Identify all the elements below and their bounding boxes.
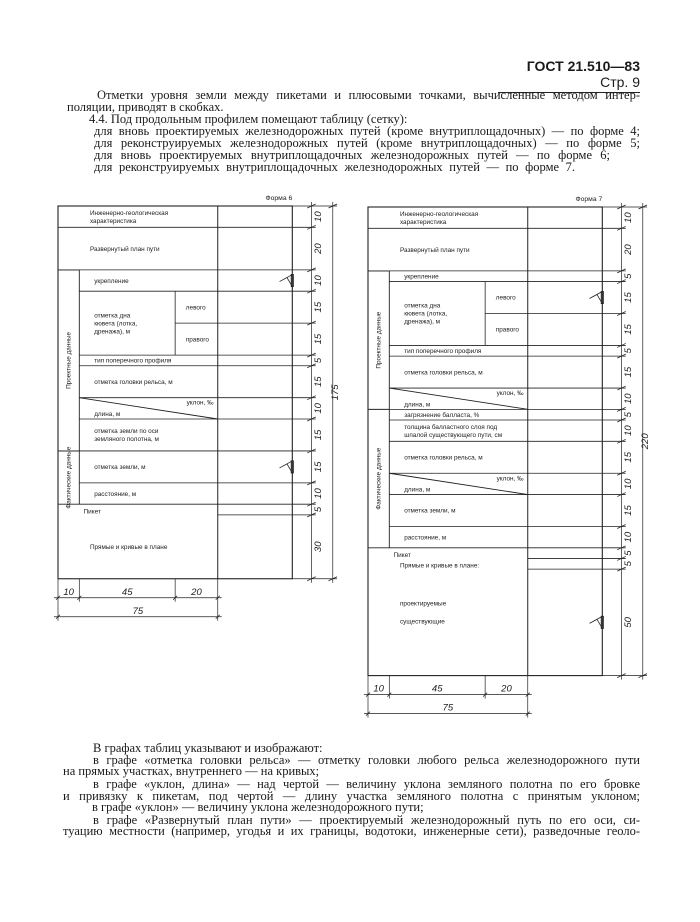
row-height-dimension: 5	[623, 412, 635, 418]
total-height-dimension: 175	[330, 384, 342, 401]
row-height-dimension: 15	[623, 292, 635, 303]
row-height-dimension: 50	[623, 617, 635, 628]
row-label: Прямые и кривые в плане	[89, 544, 168, 551]
row-sublabel: проектируемые	[399, 600, 447, 608]
row-label: характеристика	[399, 218, 447, 226]
row-label: отметка головки рельса, м	[94, 378, 173, 386]
width-dimension: 75	[442, 702, 454, 714]
row-label: расстояние, м	[404, 534, 447, 542]
row-label: тип поперечного профиля	[404, 347, 482, 355]
row-label: отметка головки рельса, м	[404, 369, 483, 377]
row-label: тип поперечного профиля	[94, 357, 172, 365]
width-dimension: 20	[191, 586, 202, 598]
form-title: Форма 6	[265, 195, 293, 202]
row-label: кювета (лотка,	[404, 310, 448, 318]
sub-row-label: правого	[495, 326, 520, 334]
text-line: поляции, приводят в скобках.	[67, 100, 224, 114]
row-height-dimension: 10	[313, 275, 325, 286]
sub-row-label: левого	[185, 304, 206, 312]
text-line: для реконструируемых внутриплощадочных железнодорожных путей — по форме 7.	[94, 160, 575, 174]
row-height-dimension: 20	[623, 244, 635, 255]
row-label: отметка головки рельса, м	[404, 454, 483, 462]
row-label: отметка земли, м	[94, 464, 146, 472]
row-sublabel: существующие	[399, 618, 445, 626]
row-height-dimension: 10	[623, 478, 635, 490]
row-height-dimension: 15	[313, 461, 325, 473]
row-height-dimension: 10	[623, 393, 635, 404]
row-height-dimension: 10	[313, 488, 325, 499]
text-line: для вновь проектируемых железнодорожных путей (кроме внутриплощадочных) — по форме 4;	[94, 124, 640, 138]
row-label: Развернутый план пути	[399, 246, 470, 254]
row-label: Инженерно-геологическая	[89, 209, 169, 217]
row-height-dimension: 10	[623, 425, 635, 436]
row-label: земляного полотна, м	[94, 436, 159, 444]
sub-row-label: левого	[495, 294, 516, 302]
row-height-dimension: 15	[313, 333, 325, 345]
row-height-dimension: 5	[313, 506, 325, 513]
row-label: отметка земли по оси	[94, 428, 159, 436]
row-height-dimension: 5	[623, 550, 635, 556]
text-line: для реконструируемых железнодорожных путей (кроме внутриплощадочных) — по форме 5;	[94, 136, 640, 150]
width-dimension: 75	[132, 605, 144, 617]
text-line: на прямых участках, внутреннего — на кривых;	[63, 764, 320, 778]
text-line: 4.4. Под продольным профилем помещают таблицу (сетку):	[89, 112, 408, 126]
row-label: укрепление	[404, 273, 439, 281]
group-label: Проектные данные	[375, 311, 383, 369]
break-mark	[590, 292, 603, 304]
text-line: В графах таблиц указывают и изображают:	[93, 741, 323, 755]
row-height-dimension: 10	[623, 531, 635, 543]
row-label: Инженерно-геологическая	[399, 210, 479, 218]
row-height-dimension: 5	[623, 561, 635, 567]
row-label: расстояние, м	[94, 490, 137, 498]
row-label: отметка дна	[404, 302, 441, 310]
length-label: длина, м	[404, 486, 431, 494]
group-label: Фактические данные	[65, 446, 73, 509]
form-title: Форма 7	[575, 196, 603, 203]
row-height-dimension: 20	[313, 243, 325, 254]
text-line: в графе «уклон» — величину уклона железнодорожного пути;	[92, 800, 424, 814]
row-label: отметка дна	[94, 312, 131, 320]
break-mark	[590, 616, 603, 628]
sub-row-label: правого	[185, 336, 210, 344]
width-dimension: 20	[501, 683, 512, 695]
row-height-dimension: 5	[623, 348, 635, 354]
length-label: длина, м	[94, 411, 121, 418]
row-label: характеристика	[89, 217, 137, 225]
row-height-dimension: 15	[313, 301, 325, 313]
text-line: в графе «уклон, длина» — над чертой — величину уклона земляного полотна по его бровке	[93, 777, 640, 791]
row-label: отметка земли, м	[404, 507, 456, 515]
row-height-dimension: 15	[313, 376, 325, 388]
row-label: кювета (лотка,	[94, 320, 138, 328]
row-height-dimension: 15	[623, 505, 635, 516]
row-height-dimension: 10	[623, 212, 635, 223]
text-line: Отметки уровня земли между пикетами и плюсовыми точками, вычисленные методом интер-	[97, 88, 640, 102]
group-label: Фактические данные	[375, 447, 383, 510]
row-height-dimension: 5	[313, 357, 325, 364]
row-label: Пикет	[83, 508, 101, 516]
row-height-dimension: 10	[313, 211, 325, 222]
slope-label: уклон, ‰	[186, 399, 214, 407]
row-label: Развернутый план пути	[89, 245, 160, 253]
text-line: для вновь проектируемых внутриплощадочных железнодорожных путей — по форме 6;	[94, 148, 610, 162]
row-label: дренажа), м	[404, 318, 441, 326]
width-dimension: 10	[373, 683, 384, 695]
slope-label: уклон, ‰	[496, 390, 524, 398]
width-dimension: 10	[63, 586, 74, 598]
break-mark	[280, 461, 293, 473]
row-label: толщина балластного слоя под	[404, 423, 498, 431]
row-label: Прямые и кривые в плане:	[399, 562, 480, 570]
width-dimension: 45	[431, 683, 443, 695]
total-height-dimension: 220	[640, 433, 652, 450]
row-label: загрязнение балласта, %	[404, 411, 480, 419]
row-label: Пикет	[393, 551, 411, 559]
slope-label: уклон, ‰	[496, 475, 524, 483]
row-height-dimension: 15	[623, 366, 635, 378]
row-height-dimension: 10	[313, 403, 325, 414]
row-height-dimension: 5	[623, 273, 635, 279]
row-height-dimension: 30	[313, 541, 325, 553]
text-line: в графе «Развернутый план пути» — проектируемый железнодорожный путь по его оси, си-	[93, 813, 640, 827]
row-label: укрепление	[94, 277, 129, 285]
length-label: длина, м	[404, 401, 431, 409]
text-line: туацию местности (например, угодья и их границы, водотоки, инженерные сети), разведочные геоло-	[63, 824, 640, 838]
break-mark	[280, 275, 293, 287]
row-label: шпалой существующего пути, см	[404, 431, 503, 439]
row-height-dimension: 15	[623, 324, 635, 335]
standard-number: ГОСТ 21.510—83	[526, 58, 640, 74]
width-dimension: 45	[121, 586, 133, 598]
text-line: и привязку к пикетам, под чертой — длину участка земляного полотна с принятым уклоном;	[63, 789, 640, 803]
page-number: Стр. 9	[600, 74, 640, 90]
form-outline	[58, 206, 292, 579]
group-label: Проектные данные	[65, 331, 73, 389]
row-label: дренажа), м	[94, 328, 131, 336]
row-height-dimension: 15	[313, 429, 325, 441]
row-height-dimension: 15	[623, 451, 635, 463]
text-line: в графе «отметка головки рельса» — отметку головки любого рельса железнодорожного пути	[93, 753, 640, 767]
